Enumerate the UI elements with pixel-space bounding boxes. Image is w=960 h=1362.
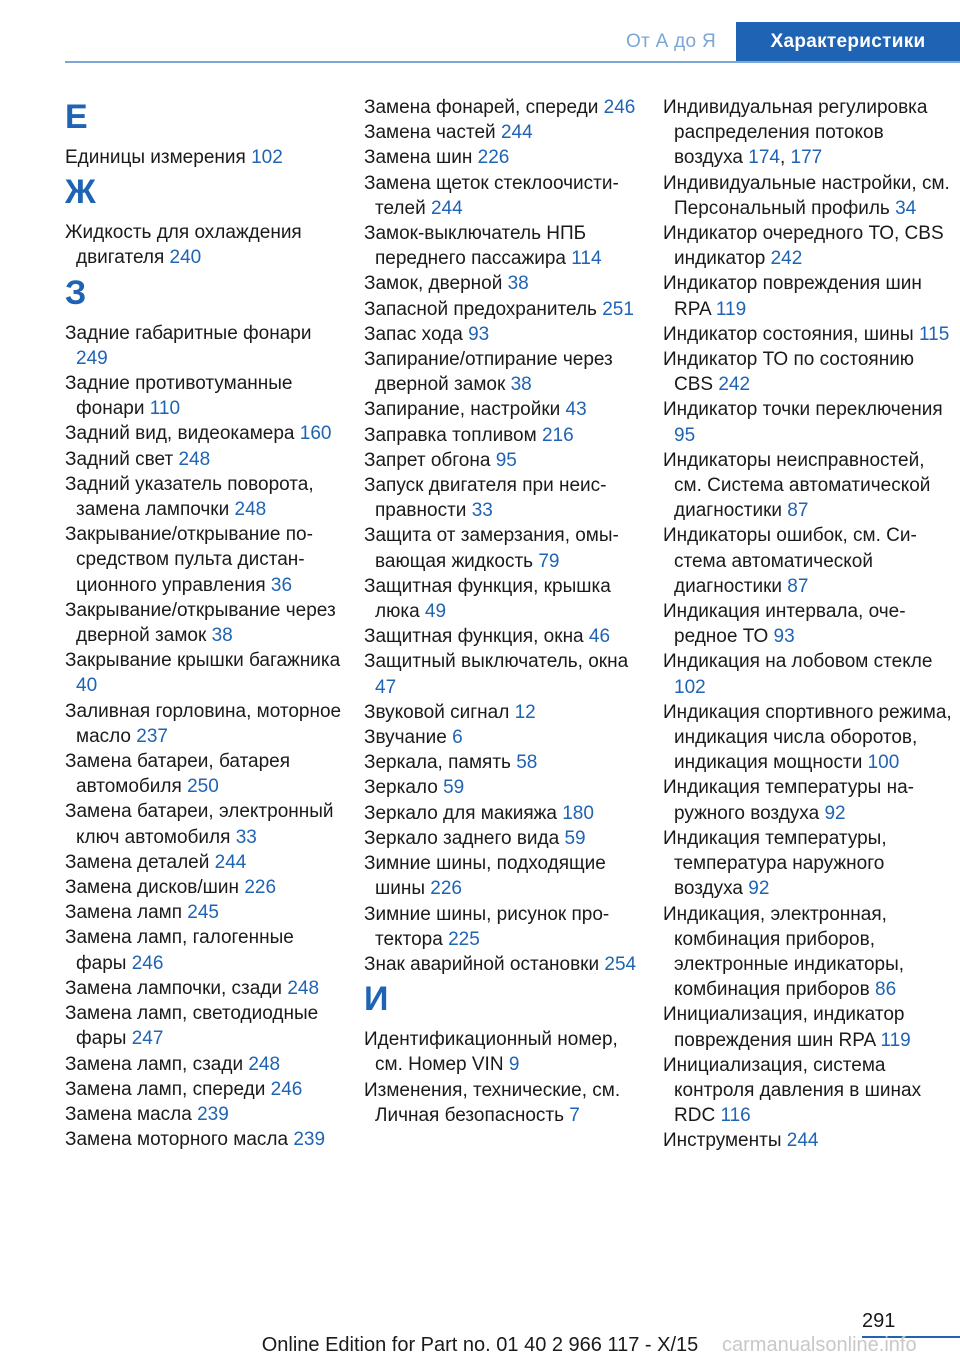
page-link[interactable]: 247 (131, 1028, 164, 1050)
entry-text: Инструменты (663, 1130, 782, 1152)
page-link[interactable]: 174 (748, 147, 780, 169)
index-entry (364, 523, 644, 573)
index-entry (364, 826, 644, 851)
page-link[interactable]: 95 (495, 449, 517, 471)
tab-specifications[interactable]: Характеристики (736, 22, 960, 61)
entry-text: Инициализация, индикатор повреждения шин RPA (663, 1004, 905, 1051)
entry-text: Заливная горловина, моторное масло (65, 700, 342, 747)
page-link[interactable]: 79 (538, 550, 560, 572)
entry-text: Замена моторного масла (65, 1129, 289, 1151)
entry-text: Индикатор очередного ТО, CBS индикатор (663, 223, 944, 270)
entry-text: Индивидуальная регулировка распределения потоков воздуха (663, 97, 928, 169)
page-link[interactable]: 239 (197, 1103, 229, 1125)
page-link[interactable]: 93 (773, 626, 795, 648)
index-entry (663, 523, 953, 599)
page-link[interactable]: 110 (149, 398, 181, 420)
index-entry (65, 1102, 345, 1127)
index-entry (663, 347, 953, 397)
page-link[interactable]: 244 (500, 122, 533, 144)
entry-text: Запрет обгона (364, 449, 491, 471)
page-link[interactable]: 115 (919, 323, 950, 345)
index-entry (663, 700, 953, 776)
page-link[interactable]: 58 (516, 752, 538, 774)
entry-text: Запирание/отпирание через дверной замок (364, 349, 613, 396)
entry-text: Звуковой сигнал (364, 701, 510, 723)
index-entry (364, 347, 644, 397)
entry-text: Запирание, настройки (364, 399, 561, 421)
index-entry (364, 171, 644, 221)
page-link[interactable]: 250 (187, 776, 219, 798)
index-entry (364, 700, 644, 725)
index-entry (364, 1027, 644, 1077)
page-link[interactable]: 38 (211, 625, 233, 647)
page-link[interactable]: 237 (136, 725, 168, 747)
entry-text: Замена ламп, светодиодные фары (65, 1003, 319, 1050)
page-link[interactable]: 102 (251, 147, 283, 168)
page-link[interactable]: 160 (299, 423, 332, 445)
entry-text: Защита от замерзания, омывающая жидкость (364, 525, 619, 572)
index-entry (663, 1128, 953, 1153)
index-entry (65, 925, 345, 975)
entry-text: Зеркало заднего вида (364, 827, 560, 849)
entry-text: Зеркало (364, 777, 438, 799)
watermark: carmanualsonline.info (722, 1334, 917, 1356)
index-column-1 (65, 95, 345, 1152)
entry-text: Замена шин (364, 147, 473, 169)
index-entry (364, 649, 644, 699)
page-link[interactable]: 180 (562, 802, 594, 824)
page-link[interactable]: 33 (235, 826, 257, 848)
index-entry (663, 775, 953, 825)
page-link[interactable]: 242 (718, 374, 751, 396)
page-link[interactable]: 119 (715, 298, 747, 320)
index-entry (663, 902, 953, 1003)
page-link[interactable]: 36 (270, 574, 293, 596)
page-link[interactable]: 244 (786, 1130, 819, 1152)
index-entry (663, 448, 953, 524)
index-entry (65, 421, 345, 446)
section-letter: З (65, 273, 87, 312)
page-link[interactable]: 38 (507, 273, 529, 295)
index-entry (364, 1078, 644, 1128)
entry-text: Зимние шины, рисунок протектора (364, 903, 610, 950)
index-entry (364, 271, 644, 296)
tab-a-to-z[interactable]: От А до Я (625, 30, 717, 52)
index-entry (663, 1053, 953, 1129)
index-entry (364, 851, 644, 901)
entry-text: Задний вид, видеокамера (65, 423, 295, 445)
page-link[interactable]: 100 (867, 752, 900, 774)
entry-text: Замок-выключатель НПБ переднего пассажира (364, 223, 587, 270)
index-entry (364, 574, 644, 624)
entry-text: Защитная функция, крышка люка (364, 575, 611, 623)
page-link[interactable]: 116 (720, 1105, 751, 1127)
page-link[interactable]: 226 (477, 147, 510, 169)
page-link[interactable]: 59 (443, 777, 465, 799)
entry-text: Индикатор ТО по состоянию CBS (663, 349, 915, 396)
entry-text: Индикация интервала, очередное ТО (663, 601, 906, 648)
entry-text: Зеркала, память (364, 752, 511, 774)
index-entry (663, 599, 953, 649)
index-entry (65, 145, 345, 170)
index-entry (364, 95, 644, 120)
entry-text: Единицы измерения (65, 147, 246, 168)
entry-text: Жидкость для охлаждения двигателя (65, 222, 302, 269)
header-rule (65, 61, 960, 63)
index-entry (65, 522, 345, 598)
entry-text: Замена деталей (65, 851, 210, 873)
entry-text: Индикатор точки переключения (663, 399, 943, 421)
index-entry (65, 976, 345, 1001)
page-link[interactable]: 248 (178, 448, 211, 470)
entry-text: Замена батареи, электронный ключ автомобиля (65, 801, 334, 848)
page-link[interactable]: 49 (424, 601, 447, 623)
index-entry (663, 826, 953, 902)
page-link[interactable]: 226 (244, 877, 277, 899)
index-entry (663, 649, 953, 699)
page-link[interactable]: 40 (76, 675, 98, 697)
index-entry (364, 952, 644, 977)
page-link[interactable]: 254 (604, 953, 637, 975)
index-entry (663, 397, 953, 447)
entry-text: Замена батареи, батарея автомобиля (65, 751, 291, 798)
index-entry (364, 775, 644, 800)
entry-text: Замена фонарей, спереди (364, 97, 599, 118)
page-link[interactable]: 59 (564, 827, 586, 849)
page-link[interactable]: 248 (248, 1053, 281, 1075)
entry-text: Идентификационный номер, см. Номер VIN (364, 1029, 618, 1076)
page-link[interactable]: 251 (602, 298, 634, 320)
page-link[interactable]: 92 (824, 802, 846, 824)
page-link[interactable]: 246 (270, 1078, 303, 1100)
page-link[interactable]: 47 (375, 676, 397, 698)
page-link[interactable]: 46 (588, 626, 611, 648)
index-entry (663, 271, 953, 321)
entry-text: Защитный выключатель, окна (364, 651, 629, 673)
entry-text: Замена ламп, спереди (65, 1078, 266, 1100)
entry-text: Заправка топливом (364, 424, 537, 446)
entry-text: Замена дисков/шин (65, 877, 240, 899)
index-entry (364, 801, 644, 826)
page-link[interactable]: 244 (430, 197, 463, 219)
entry-text: Замена масла (65, 1103, 192, 1125)
page-link[interactable]: 86 (875, 979, 897, 1001)
entry-text: Запуск двигателя при неисправности (364, 475, 607, 522)
page-link[interactable]: 226 (430, 878, 462, 900)
index-entry (65, 799, 345, 849)
entry-text: Замена ламп (65, 902, 183, 924)
entry-text: Защитная функция, окна (364, 626, 584, 648)
entry-text: Индикаторы ошибок, см. Система автоматической диагностики (663, 525, 917, 597)
entry-text: Индикация спортивного режима, индикация числа оборотов, индикация мощности (663, 701, 952, 774)
page-link[interactable]: 242 (770, 248, 803, 270)
entry-text: Задние противотуманные фонари (65, 373, 293, 420)
page-link[interactable]: 87 (787, 500, 809, 522)
entry-text: Индикатор повреждения шин RPA (663, 273, 922, 320)
index-entry (364, 448, 644, 473)
index-entry (65, 1127, 345, 1152)
page-link[interactable]: 248 (234, 499, 267, 521)
entry-text: Задний свет (65, 448, 174, 470)
entry-text: Замена щеток стеклоочистителей (364, 172, 619, 219)
page-link[interactable]: 6 (452, 727, 463, 749)
page-link[interactable]: 239 (293, 1129, 326, 1151)
index-entry (65, 220, 345, 270)
entry-text: Индикатор состояния, шины (663, 323, 914, 345)
index-entry (364, 473, 644, 523)
page-link[interactable]: 93 (468, 323, 490, 345)
entry-text: Закрывание крышки багажника (65, 650, 341, 672)
index-entry (364, 725, 644, 750)
entry-text: Звучание (364, 727, 447, 749)
index-entry (364, 750, 644, 775)
index-entry (65, 900, 345, 925)
page-link[interactable]: 240 (169, 247, 202, 269)
entry-text: Запас хода (364, 323, 463, 345)
page-link[interactable]: 225 (448, 928, 480, 950)
page-link[interactable]: 87 (787, 575, 809, 597)
entry-text: Запасной предохранитель (364, 298, 597, 320)
page-link[interactable]: 114 (571, 248, 602, 270)
index-entry (65, 447, 345, 472)
index-entry (65, 648, 345, 698)
index-entry (65, 1052, 345, 1077)
index-entry (364, 397, 644, 422)
entry-text: Инициализация, система контроля давления в шинах RDC (663, 1054, 922, 1127)
entry-text: Задний указатель поворота, замена лампочки (65, 473, 314, 521)
entry-text: Закрывание/открывание через дверной замок (65, 599, 336, 647)
index-entry (364, 624, 644, 649)
entry-text: Индивидуальные настройки, см. Персональный профиль (663, 172, 950, 219)
entry-text: Индикация температуры, температура наружного воздуха (663, 827, 887, 900)
index-entry (663, 221, 953, 271)
entry-text: Закрывание/открывание посредством пульта дистанционного управления (65, 524, 313, 596)
page-link[interactable]: 12 (514, 701, 536, 723)
page-link[interactable]: 7 (569, 1104, 580, 1126)
index-entry (65, 1077, 345, 1102)
page-link[interactable]: 38 (510, 374, 532, 396)
index-entry (65, 598, 345, 648)
index-entry (65, 1001, 345, 1051)
section-letter: Е (65, 98, 88, 136)
page-link[interactable]: 33 (471, 500, 493, 522)
index-entry (663, 1002, 953, 1052)
index-column-2 (364, 95, 644, 1128)
index-entry (65, 371, 345, 421)
section-letter: Ж (65, 173, 96, 212)
index-entry (364, 145, 644, 170)
index-entry (663, 322, 953, 347)
page-link[interactable]: 92 (748, 878, 770, 900)
index-entry (663, 171, 953, 221)
page-link[interactable]: 34 (895, 197, 917, 219)
index-entry (364, 120, 644, 145)
page-link[interactable]: 246 (131, 952, 164, 974)
entry-text: Замена лампочки, сзади (65, 977, 283, 999)
page-link[interactable]: 216 (541, 424, 574, 446)
entry-text: Индикация на лобовом стекле (663, 651, 933, 673)
entry-text: Индикация, электронная, комбинация приборов, электронные индикаторы, комбинация приборов (663, 903, 905, 1001)
index-entry: Индивидуальная регулировка распределения потоков воздуха 174, 177 (663, 97, 928, 169)
index-entry (364, 322, 644, 347)
index-entry (364, 902, 644, 952)
entry-text: Замена ламп, галогенные фары (65, 927, 294, 974)
entry-text: Задние габаритные фонари (65, 322, 312, 344)
entry-text: Индикаторы неисправностей, см. Система автоматической диагностики (663, 449, 931, 522)
entry-text: Знак аварийной остановки (364, 953, 600, 975)
index-column-3 (663, 95, 953, 1154)
entry-text: Зимние шины, подходящие шины (364, 853, 606, 900)
index-entry (65, 850, 345, 875)
page-number: 291 (862, 1310, 896, 1332)
page-link[interactable]: 43 (565, 399, 587, 421)
page-link[interactable]: 245 (187, 902, 219, 924)
entry-text: Замена частей (364, 122, 496, 144)
index-entry (65, 321, 345, 371)
entry-text: Замок, дверной (364, 273, 503, 295)
section-letter: И (364, 980, 389, 1019)
index-entry (65, 472, 345, 522)
edition-footer: Online Edition for Part no. 01 40 2 966 117 - X/15 (261, 1334, 699, 1356)
index-entry (65, 749, 345, 799)
index-entry (65, 699, 345, 749)
page-link[interactable]: 9 (508, 1054, 520, 1076)
index-entry (364, 423, 644, 448)
entry-text: Зеркало для макияжа (364, 802, 557, 824)
page-link[interactable]: 119 (880, 1029, 911, 1051)
page-link[interactable]: 244 (214, 851, 247, 873)
index-entry (65, 875, 345, 900)
entry-text: Замена ламп, сзади (65, 1053, 244, 1075)
page-link[interactable]: 102 (674, 676, 706, 698)
page-link[interactable]: 248 (287, 977, 320, 999)
entry-text: Индикация температуры наружного воздуха (663, 777, 914, 824)
page-link[interactable]: 249 (76, 347, 108, 369)
entry-text: Изменения, технические, см. Личная безопасность (364, 1079, 621, 1126)
index-entry (364, 297, 644, 322)
page-link[interactable]: 246 (603, 97, 636, 118)
index-entry (364, 221, 644, 271)
page-link[interactable]: 95 (674, 424, 696, 446)
page-link[interactable]: 177 (790, 147, 823, 169)
